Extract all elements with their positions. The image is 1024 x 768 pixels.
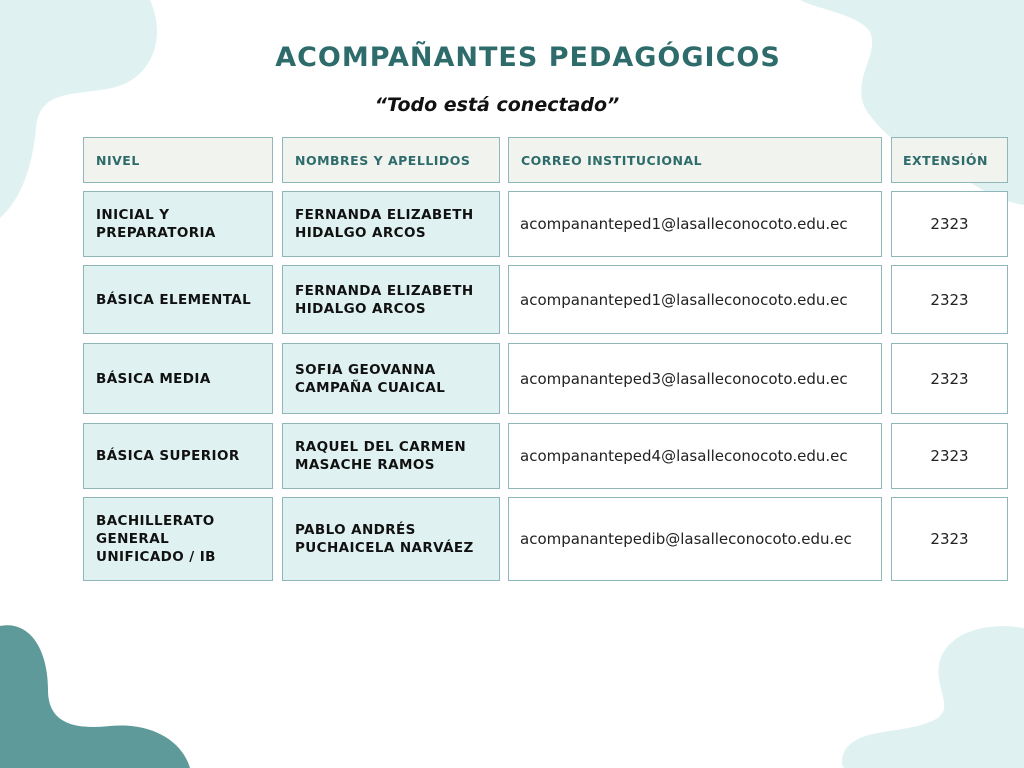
level-cell: BÁSICA ELEMENTAL	[83, 265, 273, 334]
blob-bottom-left	[0, 625, 190, 768]
level-cell: INICIAL Y PREPARATORIA	[83, 191, 273, 257]
email-cell[interactable]: acompanantepedib@lasalleconocoto.edu.ec	[508, 497, 882, 581]
name-cell: PABLO ANDRÉS PUCHAICELA NARVÁEZ	[282, 497, 500, 581]
header-names: NOMBRES Y APELLIDOS	[282, 137, 500, 183]
name-cell: RAQUEL DEL CARMEN MASACHE RAMOS	[282, 423, 500, 489]
extension-cell: 2323	[891, 191, 1008, 257]
extension-cell: 2323	[891, 265, 1008, 334]
extension-cell: 2323	[891, 497, 1008, 581]
extension-cell: 2323	[891, 423, 1008, 489]
level-cell: BACHILLERATO GENERAL UNIFICADO / IB	[83, 497, 273, 581]
level-cell: BÁSICA SUPERIOR	[83, 423, 273, 489]
header-email: CORREO INSTITUCIONAL	[508, 137, 882, 183]
level-cell: BÁSICA MEDIA	[83, 343, 273, 414]
email-cell[interactable]: acompananteped4@lasalleconocoto.edu.ec	[508, 423, 882, 489]
page-subtitle: “Todo está conectado”	[374, 94, 620, 116]
extension-cell: 2323	[891, 343, 1008, 414]
header-extension: EXTENSIÓN	[891, 137, 1008, 183]
page-title: ACOMPAÑANTES PEDAGÓGICOS	[275, 42, 781, 73]
email-cell[interactable]: acompananteped3@lasalleconocoto.edu.ec	[508, 343, 882, 414]
name-cell: SOFIA GEOVANNA CAMPAÑA CUAICAL	[282, 343, 500, 414]
name-cell: FERNANDA ELIZABETH HIDALGO ARCOS	[282, 191, 500, 257]
email-cell[interactable]: acompananteped1@lasalleconocoto.edu.ec	[508, 265, 882, 334]
name-cell: FERNANDA ELIZABETH HIDALGO ARCOS	[282, 265, 500, 334]
header-level: NIVEL	[83, 137, 273, 183]
blob-bottom-right	[842, 626, 1024, 768]
email-cell[interactable]: acompananteped1@lasalleconocoto.edu.ec	[508, 191, 882, 257]
